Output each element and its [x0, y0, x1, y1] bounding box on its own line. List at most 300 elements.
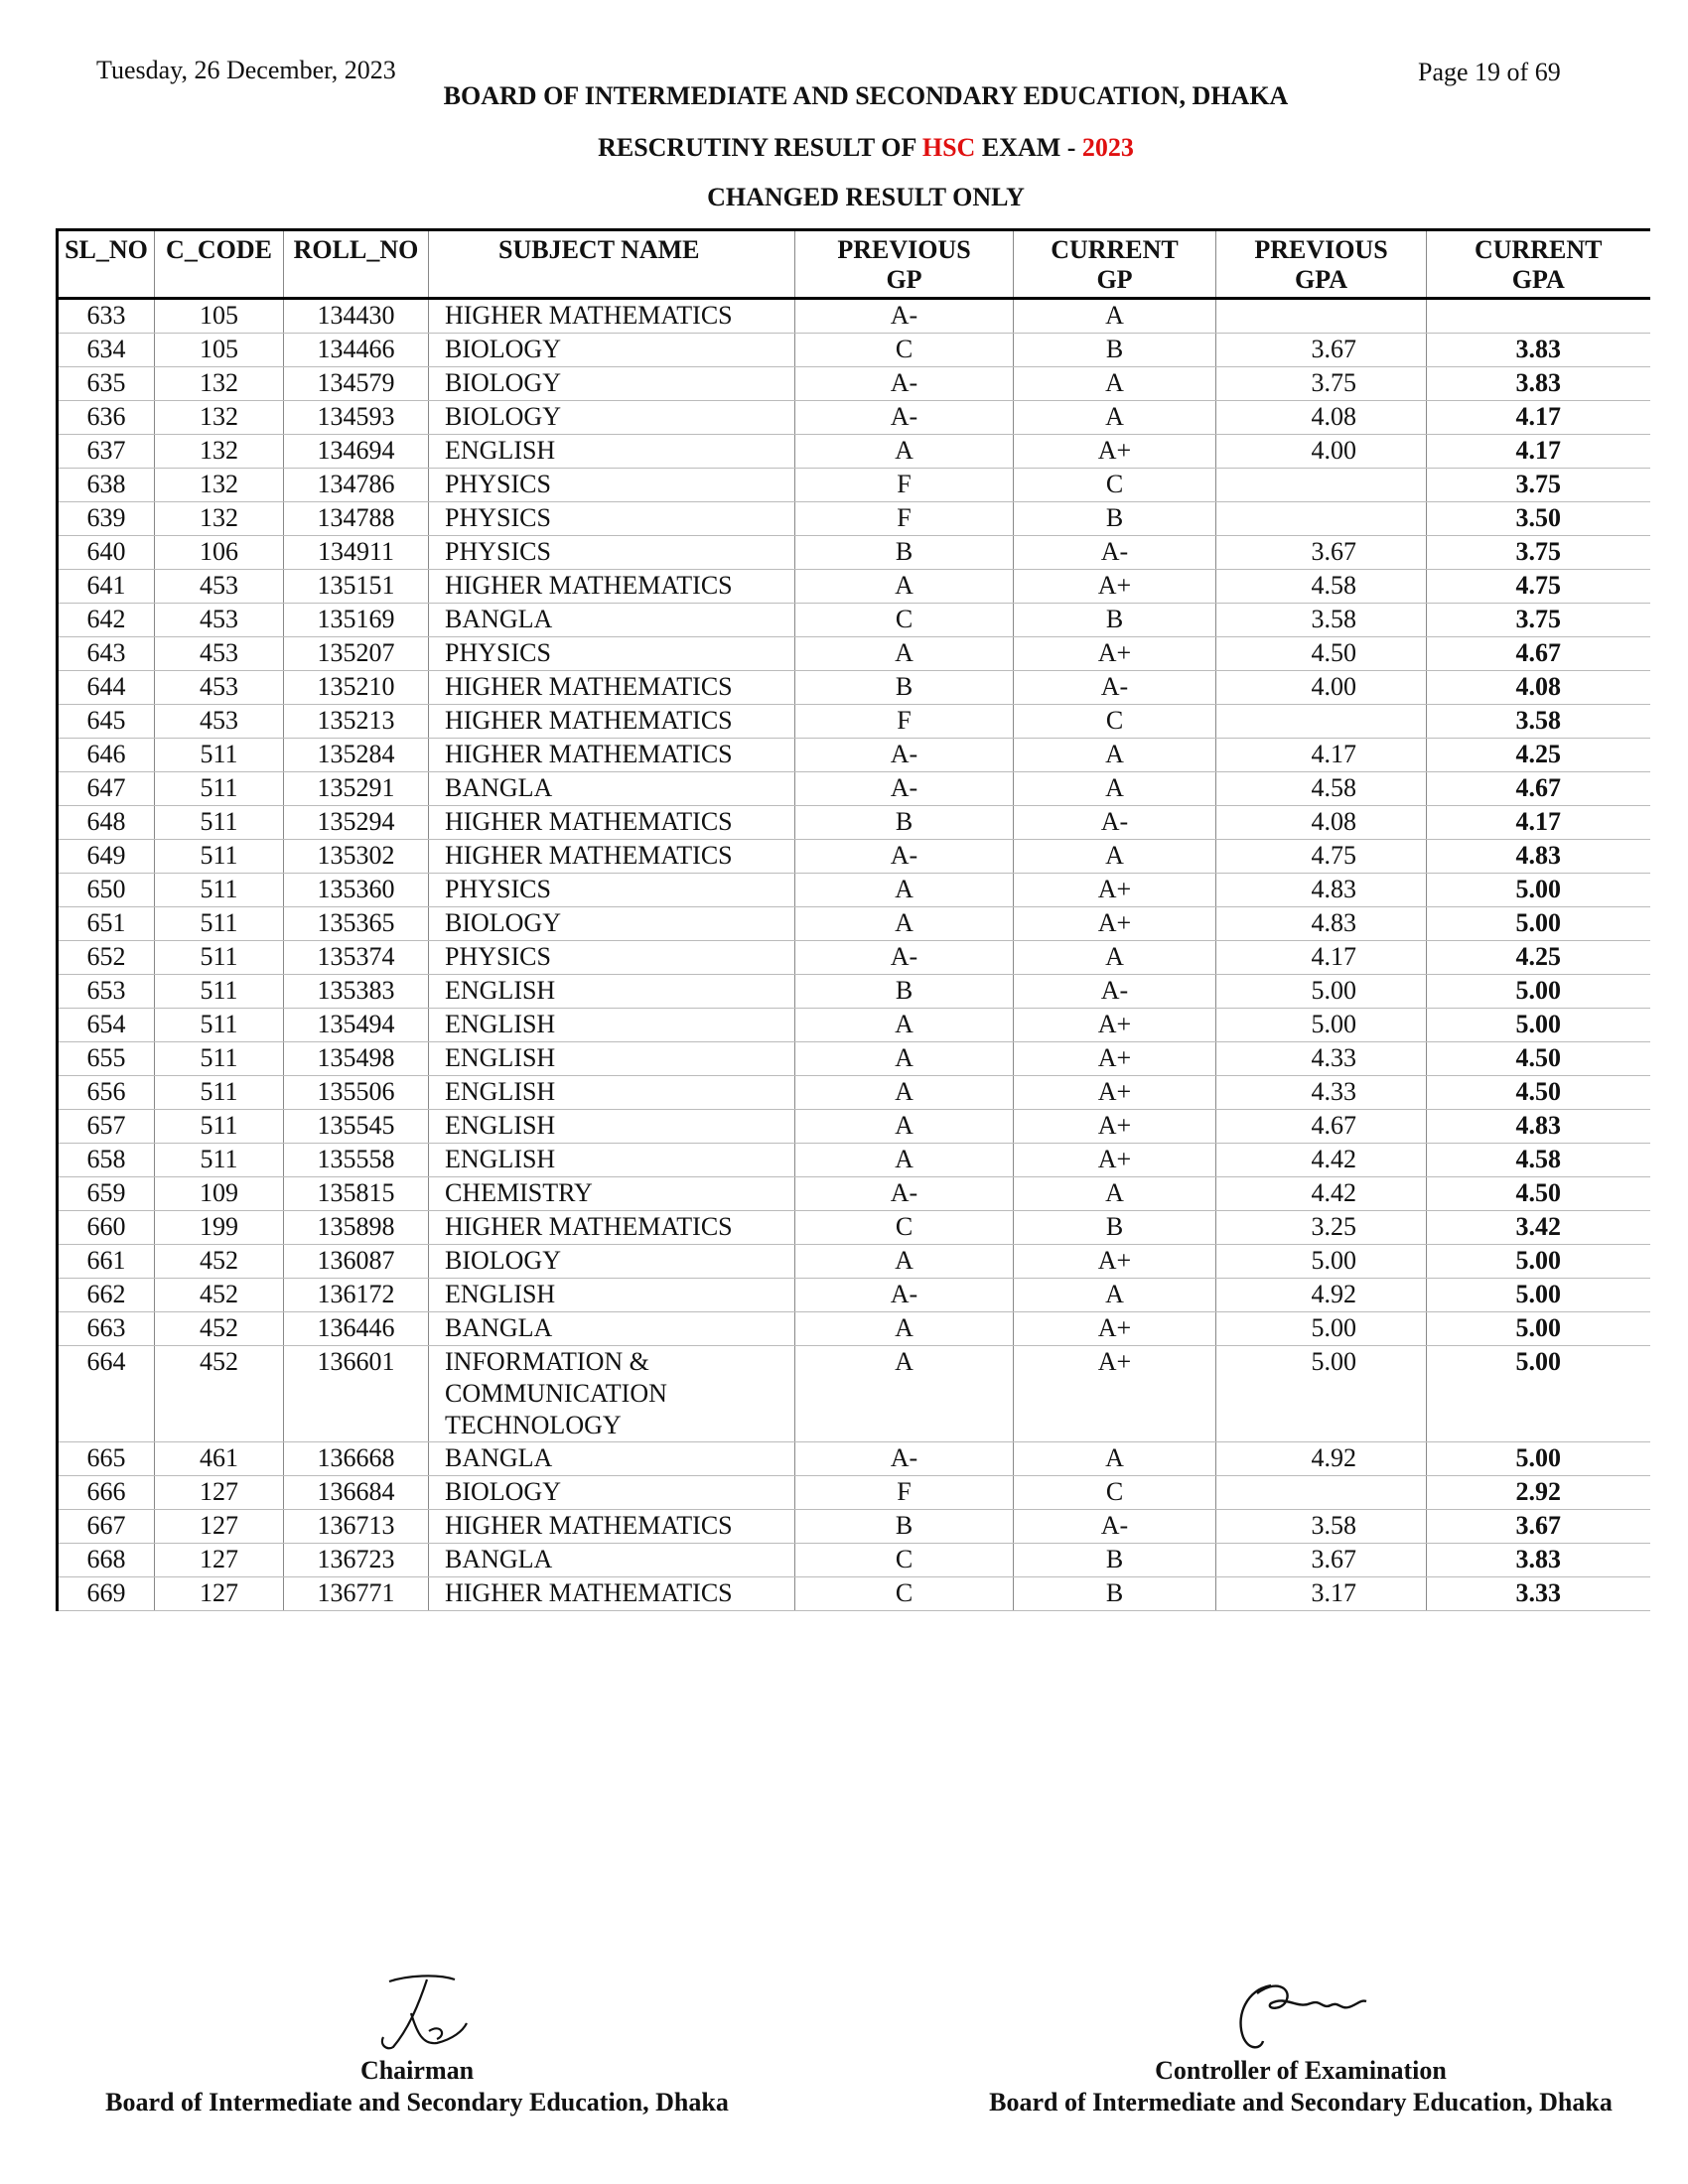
current-gp-cell: A- — [1014, 975, 1216, 1009]
sl-no-cell: 667 — [58, 1510, 155, 1544]
exam-title-hsc: HSC — [921, 133, 976, 162]
chairman-org: Board of Intermediate and Secondary Education, Dhaka — [105, 2088, 729, 2116]
current-gpa-cell: 4.83 — [1427, 1110, 1650, 1144]
roll-no-cell: 135383 — [284, 975, 429, 1009]
table-row — [58, 1544, 1650, 1577]
subject-cell: BANGLA — [429, 1442, 795, 1476]
previous-gpa-cell: 3.17 — [1216, 1577, 1427, 1611]
current-gp-cell: A — [1014, 840, 1216, 874]
current-gpa-cell: 4.25 — [1427, 941, 1650, 975]
results-table-body — [58, 299, 1650, 1611]
c-code-cell: 106 — [155, 536, 284, 570]
roll-no-cell: 135210 — [284, 671, 429, 705]
previous-gp-cell: A- — [795, 739, 1014, 772]
previous-gpa-cell: 5.00 — [1216, 1245, 1427, 1279]
previous-gp-cell: A — [795, 1245, 1014, 1279]
subject-cell: HIGHER MATHEMATICS — [429, 299, 795, 334]
c-code-cell: 511 — [155, 739, 284, 772]
previous-gp-cell: A- — [795, 1279, 1014, 1312]
current-gpa-cell: 4.17 — [1427, 806, 1650, 840]
sl-no-cell: 649 — [58, 840, 155, 874]
table-row — [58, 1346, 1650, 1442]
subject-cell: PHYSICS — [429, 637, 795, 671]
c-code-cell: 511 — [155, 840, 284, 874]
roll-no-cell: 135213 — [284, 705, 429, 739]
c-code-cell: 109 — [155, 1177, 284, 1211]
previous-gpa-cell — [1216, 1476, 1427, 1510]
current-gp-cell: A+ — [1014, 435, 1216, 469]
sl-no-cell: 654 — [58, 1009, 155, 1042]
table-row — [58, 941, 1650, 975]
roll-no-cell: 135374 — [284, 941, 429, 975]
current-gpa-cell: 5.00 — [1427, 1442, 1650, 1476]
table-row — [58, 772, 1650, 806]
c-code-cell: 511 — [155, 941, 284, 975]
roll-no-cell: 134430 — [284, 299, 429, 334]
table-row — [58, 907, 1650, 941]
current-gp-cell: A+ — [1014, 570, 1216, 604]
col-header-roll: ROLL_NO — [284, 230, 429, 299]
table-row — [58, 1177, 1650, 1211]
previous-gpa-cell: 4.75 — [1216, 840, 1427, 874]
previous-gpa-cell: 3.58 — [1216, 604, 1427, 637]
current-gp-cell: C — [1014, 469, 1216, 502]
subject-cell: ENGLISH — [429, 1009, 795, 1042]
sl-no-cell: 641 — [58, 570, 155, 604]
roll-no-cell: 134788 — [284, 502, 429, 536]
current-gpa-cell: 3.75 — [1427, 469, 1650, 502]
previous-gp-cell: A — [795, 874, 1014, 907]
sl-no-cell: 633 — [58, 299, 155, 334]
subject-cell: ENGLISH — [429, 1279, 795, 1312]
previous-gp-cell: B — [795, 536, 1014, 570]
previous-gp-cell: A- — [795, 401, 1014, 435]
previous-gpa-cell: 4.92 — [1216, 1442, 1427, 1476]
chairman-signature — [367, 1974, 477, 2053]
c-code-cell: 132 — [155, 435, 284, 469]
roll-no-cell: 136446 — [284, 1312, 429, 1346]
current-gpa-cell: 4.67 — [1427, 772, 1650, 806]
table-row — [58, 1110, 1650, 1144]
current-gpa-cell — [1427, 299, 1650, 334]
current-gp-cell: A — [1014, 1279, 1216, 1312]
current-gp-cell: A+ — [1014, 1346, 1216, 1442]
table-row — [58, 1442, 1650, 1476]
subject-cell: PHYSICS — [429, 941, 795, 975]
current-gpa-cell: 3.50 — [1427, 502, 1650, 536]
previous-gp-cell: A — [795, 570, 1014, 604]
roll-no-cell: 135898 — [284, 1211, 429, 1245]
sl-no-cell: 664 — [58, 1346, 155, 1442]
current-gpa-cell: 4.17 — [1427, 435, 1650, 469]
previous-gp-cell: A- — [795, 367, 1014, 401]
subject-cell: PHYSICS — [429, 502, 795, 536]
subject-cell: PHYSICS — [429, 874, 795, 907]
chairman-block — [60, 2055, 774, 2118]
c-code-cell: 105 — [155, 334, 284, 367]
table-row — [58, 1279, 1650, 1312]
previous-gp-cell: A- — [795, 1177, 1014, 1211]
sl-no-cell: 657 — [58, 1110, 155, 1144]
previous-gp-cell: A — [795, 637, 1014, 671]
table-row — [58, 469, 1650, 502]
subject-cell: ENGLISH — [429, 1042, 795, 1076]
c-code-cell: 132 — [155, 367, 284, 401]
sl-no-cell: 645 — [58, 705, 155, 739]
current-gp-cell: A+ — [1014, 1110, 1216, 1144]
sl-no-cell: 648 — [58, 806, 155, 840]
roll-no-cell: 136601 — [284, 1346, 429, 1442]
table-row — [58, 739, 1650, 772]
sl-no-cell: 636 — [58, 401, 155, 435]
c-code-cell: 453 — [155, 705, 284, 739]
current-gpa-cell: 3.67 — [1427, 1510, 1650, 1544]
table-row — [58, 1312, 1650, 1346]
table-row — [58, 975, 1650, 1009]
sl-no-cell: 643 — [58, 637, 155, 671]
current-gpa-cell: 4.08 — [1427, 671, 1650, 705]
current-gp-cell: A+ — [1014, 1312, 1216, 1346]
subject-cell: BIOLOGY — [429, 401, 795, 435]
current-gpa-cell: 4.58 — [1427, 1144, 1650, 1177]
sl-no-cell: 659 — [58, 1177, 155, 1211]
col-header-cur-gp: CURRENT GP — [1014, 230, 1216, 299]
current-gpa-cell: 4.17 — [1427, 401, 1650, 435]
previous-gp-cell: B — [795, 1510, 1014, 1544]
roll-no-cell: 135365 — [284, 907, 429, 941]
current-gpa-cell: 5.00 — [1427, 1245, 1650, 1279]
sl-no-cell: 638 — [58, 469, 155, 502]
current-gpa-cell: 3.33 — [1427, 1577, 1650, 1611]
sl-no-cell: 665 — [58, 1442, 155, 1476]
subject-cell: BANGLA — [429, 1544, 795, 1577]
subject-cell: HIGHER MATHEMATICS — [429, 840, 795, 874]
current-gp-cell: C — [1014, 705, 1216, 739]
subject-cell: BIOLOGY — [429, 907, 795, 941]
previous-gp-cell: C — [795, 604, 1014, 637]
previous-gp-cell: A — [795, 1076, 1014, 1110]
current-gpa-cell: 5.00 — [1427, 907, 1650, 941]
previous-gpa-cell: 4.00 — [1216, 671, 1427, 705]
previous-gpa-cell: 3.58 — [1216, 1510, 1427, 1544]
c-code-cell: 511 — [155, 1009, 284, 1042]
c-code-cell: 453 — [155, 604, 284, 637]
subject-cell: HIGHER MATHEMATICS — [429, 671, 795, 705]
exam-title-prefix: RESCRUTINY RESULT OF — [598, 133, 922, 162]
c-code-cell: 511 — [155, 806, 284, 840]
sl-no-cell: 656 — [58, 1076, 155, 1110]
table-row — [58, 705, 1650, 739]
c-code-cell: 453 — [155, 671, 284, 705]
sl-no-cell: 647 — [58, 772, 155, 806]
roll-no-cell: 136771 — [284, 1577, 429, 1611]
c-code-cell: 511 — [155, 907, 284, 941]
subject-cell: PHYSICS — [429, 469, 795, 502]
current-gp-cell: A- — [1014, 671, 1216, 705]
roll-no-cell: 135494 — [284, 1009, 429, 1042]
table-row — [58, 1577, 1650, 1611]
roll-no-cell: 135302 — [284, 840, 429, 874]
previous-gp-cell: A — [795, 907, 1014, 941]
table-row — [58, 1476, 1650, 1510]
current-gp-cell: A — [1014, 401, 1216, 435]
subject-cell: CHEMISTRY — [429, 1177, 795, 1211]
sl-no-cell: 666 — [58, 1476, 155, 1510]
current-gpa-cell: 4.75 — [1427, 570, 1650, 604]
subject-cell: BANGLA — [429, 772, 795, 806]
c-code-cell: 452 — [155, 1312, 284, 1346]
current-gpa-cell: 5.00 — [1427, 1346, 1650, 1442]
sl-no-cell: 642 — [58, 604, 155, 637]
current-gp-cell: A+ — [1014, 1245, 1216, 1279]
roll-no-cell: 134579 — [284, 367, 429, 401]
previous-gp-cell: A- — [795, 1442, 1014, 1476]
controller-title: Controller of Examination — [1155, 2056, 1447, 2085]
controller-org: Board of Intermediate and Secondary Education, Dhaka — [989, 2088, 1613, 2116]
previous-gp-cell: F — [795, 705, 1014, 739]
subject-cell: BIOLOGY — [429, 1476, 795, 1510]
current-gp-cell: B — [1014, 334, 1216, 367]
current-gp-cell: A+ — [1014, 874, 1216, 907]
current-gpa-cell: 3.75 — [1427, 604, 1650, 637]
previous-gpa-cell: 4.00 — [1216, 435, 1427, 469]
previous-gpa-cell: 3.67 — [1216, 536, 1427, 570]
controller-block — [933, 2055, 1668, 2118]
current-gp-cell: A+ — [1014, 1009, 1216, 1042]
table-row — [58, 840, 1650, 874]
previous-gpa-cell — [1216, 502, 1427, 536]
current-gpa-cell: 5.00 — [1427, 1312, 1650, 1346]
previous-gp-cell: A — [795, 1346, 1014, 1442]
c-code-cell: 511 — [155, 772, 284, 806]
c-code-cell: 452 — [155, 1245, 284, 1279]
previous-gp-cell: A- — [795, 772, 1014, 806]
previous-gp-cell: A — [795, 1144, 1014, 1177]
subject-cell: HIGHER MATHEMATICS — [429, 806, 795, 840]
subject-cell: ENGLISH — [429, 435, 795, 469]
current-gp-cell: A- — [1014, 806, 1216, 840]
previous-gp-cell: F — [795, 1476, 1014, 1510]
col-header-prev-gpa: PREVIOUS GPA — [1216, 230, 1427, 299]
current-gpa-cell: 5.00 — [1427, 1009, 1650, 1042]
previous-gp-cell: C — [795, 1211, 1014, 1245]
current-gp-cell: A+ — [1014, 637, 1216, 671]
roll-no-cell: 136668 — [284, 1442, 429, 1476]
roll-no-cell: 135545 — [284, 1110, 429, 1144]
c-code-cell: 511 — [155, 1110, 284, 1144]
sl-no-cell: 660 — [58, 1211, 155, 1245]
subject-cell: HIGHER MATHEMATICS — [429, 1577, 795, 1611]
subject-cell: HIGHER MATHEMATICS — [429, 570, 795, 604]
current-gpa-cell: 2.92 — [1427, 1476, 1650, 1510]
sl-no-cell: 644 — [58, 671, 155, 705]
sl-no-cell: 635 — [58, 367, 155, 401]
subject-cell: BANGLA — [429, 604, 795, 637]
roll-no-cell: 135284 — [284, 739, 429, 772]
table-row — [58, 671, 1650, 705]
previous-gpa-cell: 4.42 — [1216, 1144, 1427, 1177]
previous-gpa-cell: 4.83 — [1216, 907, 1427, 941]
previous-gpa-cell — [1216, 469, 1427, 502]
table-row — [58, 334, 1650, 367]
sl-no-cell: 663 — [58, 1312, 155, 1346]
current-gp-cell: A+ — [1014, 1042, 1216, 1076]
current-gpa-cell: 4.50 — [1427, 1076, 1650, 1110]
roll-no-cell: 136723 — [284, 1544, 429, 1577]
c-code-cell: 132 — [155, 502, 284, 536]
sl-no-cell: 646 — [58, 739, 155, 772]
previous-gpa-cell: 4.42 — [1216, 1177, 1427, 1211]
c-code-cell: 127 — [155, 1510, 284, 1544]
sl-no-cell: 637 — [58, 435, 155, 469]
previous-gp-cell: A — [795, 435, 1014, 469]
current-gp-cell: B — [1014, 1211, 1216, 1245]
current-gpa-cell: 3.83 — [1427, 367, 1650, 401]
previous-gpa-cell: 4.17 — [1216, 941, 1427, 975]
chairman-title: Chairman — [359, 2056, 475, 2085]
c-code-cell: 132 — [155, 401, 284, 435]
roll-no-cell: 135498 — [284, 1042, 429, 1076]
previous-gpa-cell: 4.58 — [1216, 772, 1427, 806]
roll-no-cell: 135558 — [284, 1144, 429, 1177]
table-row — [58, 401, 1650, 435]
sl-no-cell: 669 — [58, 1577, 155, 1611]
previous-gpa-cell: 5.00 — [1216, 1346, 1427, 1442]
roll-no-cell: 135169 — [284, 604, 429, 637]
current-gp-cell: A- — [1014, 536, 1216, 570]
page-subtitle: CHANGED RESULT ONLY — [707, 183, 1025, 211]
table-row — [58, 367, 1650, 401]
page-number: Page 19 of 69 — [1418, 58, 1561, 86]
previous-gp-cell: A — [795, 1009, 1014, 1042]
current-gp-cell: B — [1014, 1577, 1216, 1611]
table-row — [58, 299, 1650, 334]
roll-no-cell: 134911 — [284, 536, 429, 570]
c-code-cell: 452 — [155, 1346, 284, 1442]
previous-gpa-cell: 4.08 — [1216, 806, 1427, 840]
c-code-cell: 511 — [155, 874, 284, 907]
roll-no-cell: 135294 — [284, 806, 429, 840]
roll-no-cell: 136684 — [284, 1476, 429, 1510]
c-code-cell: 511 — [155, 1144, 284, 1177]
current-gpa-cell: 3.42 — [1427, 1211, 1650, 1245]
previous-gpa-cell: 4.33 — [1216, 1076, 1427, 1110]
previous-gp-cell: F — [795, 469, 1014, 502]
table-row — [58, 637, 1650, 671]
previous-gp-cell: B — [795, 975, 1014, 1009]
current-gpa-cell: 3.83 — [1427, 334, 1650, 367]
table-row — [58, 502, 1650, 536]
current-gp-cell: A — [1014, 941, 1216, 975]
sl-no-cell: 634 — [58, 334, 155, 367]
table-row — [58, 806, 1650, 840]
previous-gp-cell: A — [795, 1110, 1014, 1144]
current-gp-cell: A — [1014, 299, 1216, 334]
current-gp-cell: C — [1014, 1476, 1216, 1510]
subject-cell: HIGHER MATHEMATICS — [429, 1211, 795, 1245]
previous-gp-cell: A- — [795, 840, 1014, 874]
current-gpa-cell: 4.25 — [1427, 739, 1650, 772]
current-gp-cell: B — [1014, 604, 1216, 637]
previous-gpa-cell: 4.92 — [1216, 1279, 1427, 1312]
sl-no-cell: 651 — [58, 907, 155, 941]
previous-gp-cell: C — [795, 334, 1014, 367]
table-row — [58, 1211, 1650, 1245]
c-code-cell: 461 — [155, 1442, 284, 1476]
c-code-cell: 127 — [155, 1544, 284, 1577]
subject-cell: HIGHER MATHEMATICS — [429, 739, 795, 772]
previous-gp-cell: A- — [795, 299, 1014, 334]
current-gpa-cell: 5.00 — [1427, 1279, 1650, 1312]
roll-no-cell: 136087 — [284, 1245, 429, 1279]
sl-no-cell: 662 — [58, 1279, 155, 1312]
current-gp-cell: A- — [1014, 1510, 1216, 1544]
previous-gp-cell: F — [795, 502, 1014, 536]
current-gpa-cell: 3.75 — [1427, 536, 1650, 570]
sl-no-cell: 653 — [58, 975, 155, 1009]
sl-no-cell: 640 — [58, 536, 155, 570]
current-gpa-cell: 4.50 — [1427, 1042, 1650, 1076]
subject-cell: HIGHER MATHEMATICS — [429, 1510, 795, 1544]
previous-gp-cell: A — [795, 1312, 1014, 1346]
previous-gpa-cell: 5.00 — [1216, 975, 1427, 1009]
roll-no-cell: 134786 — [284, 469, 429, 502]
roll-no-cell: 134466 — [284, 334, 429, 367]
previous-gp-cell: B — [795, 806, 1014, 840]
table-row — [58, 1510, 1650, 1544]
subject-cell: ENGLISH — [429, 1110, 795, 1144]
current-gpa-cell: 4.50 — [1427, 1177, 1650, 1211]
subject-cell: INFORMATION & COMMUNICATION TECHNOLOGY — [429, 1346, 795, 1442]
subject-cell: PHYSICS — [429, 536, 795, 570]
table-row — [58, 1076, 1650, 1110]
previous-gpa-cell: 4.50 — [1216, 637, 1427, 671]
sl-no-cell: 655 — [58, 1042, 155, 1076]
previous-gpa-cell: 3.67 — [1216, 334, 1427, 367]
previous-gpa-cell — [1216, 299, 1427, 334]
roll-no-cell: 136172 — [284, 1279, 429, 1312]
controller-signature — [1231, 1976, 1380, 2055]
subject-cell: ENGLISH — [429, 975, 795, 1009]
board-title: BOARD OF INTERMEDIATE AND SECONDARY EDUCATION, DHAKA — [443, 81, 1289, 110]
previous-gpa-cell — [1216, 705, 1427, 739]
current-gp-cell: A+ — [1014, 907, 1216, 941]
current-gpa-cell: 3.58 — [1427, 705, 1650, 739]
sl-no-cell: 668 — [58, 1544, 155, 1577]
print-date: Tuesday, 26 December, 2023 — [96, 56, 396, 84]
previous-gp-cell: C — [795, 1577, 1014, 1611]
subject-cell: BIOLOGY — [429, 1245, 795, 1279]
c-code-cell: 132 — [155, 469, 284, 502]
exam-title-year: 2023 — [1081, 133, 1134, 162]
current-gp-cell: A — [1014, 772, 1216, 806]
subject-cell: ENGLISH — [429, 1076, 795, 1110]
current-gpa-cell: 4.83 — [1427, 840, 1650, 874]
previous-gp-cell: C — [795, 1544, 1014, 1577]
current-gp-cell: A+ — [1014, 1144, 1216, 1177]
c-code-cell: 511 — [155, 975, 284, 1009]
c-code-cell: 452 — [155, 1279, 284, 1312]
previous-gpa-cell: 4.67 — [1216, 1110, 1427, 1144]
roll-no-cell: 135291 — [284, 772, 429, 806]
previous-gpa-cell: 3.75 — [1216, 367, 1427, 401]
exam-title — [0, 133, 1688, 163]
exam-title-mid: EXAM - — [975, 133, 1082, 162]
table-row — [58, 1144, 1650, 1177]
previous-gp-cell: A — [795, 1042, 1014, 1076]
current-gp-cell: B — [1014, 502, 1216, 536]
col-header-prev-gp: PREVIOUS GP — [795, 230, 1014, 299]
